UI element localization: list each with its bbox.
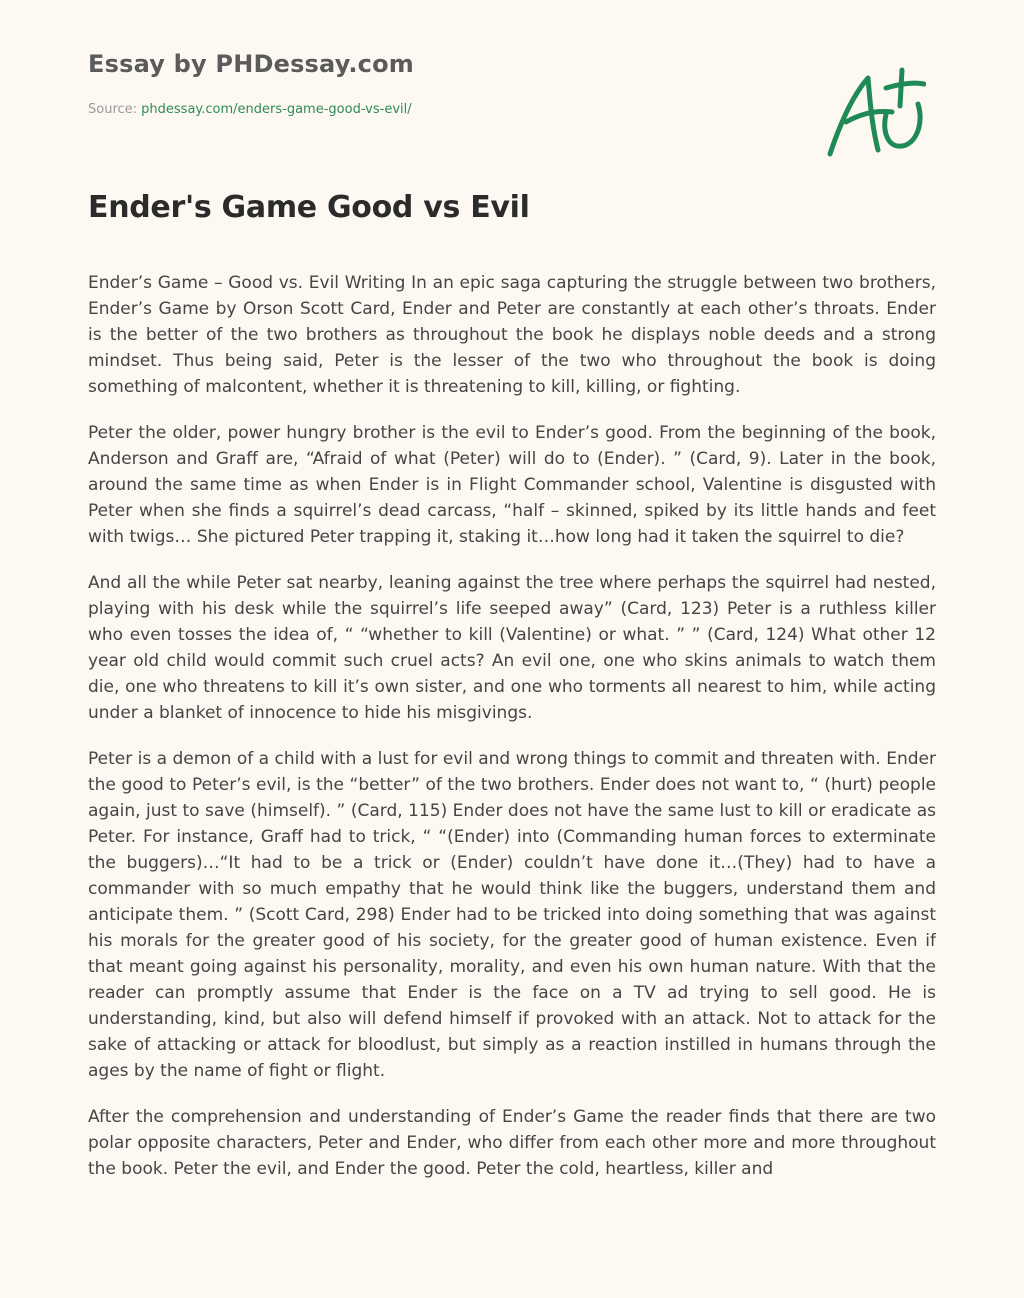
source-label: Source: bbox=[88, 102, 142, 117]
a-plus-grade-icon bbox=[826, 62, 926, 162]
essay-paragraph-4: Peter is a demon of a child with a lust for evil and wrong things to commit and threaten with. Ender the good to Peter’s evil, is the “better” of the two brothers. Ender does not want to, “ (hurt) people again, just to save (himself). ” (Card, 115) Ender does not have the same lust to kill or eradicate as Peter. For instance, Graff had to trick, “ “(Ender) into (Commanding human forces to exterminate the buggers)…“It had to be a trick or (Ender) couldn’t have done it…(They) had to have a commander with so much empathy that he would think like the buggers, understand them and anticipate them. ” (Scott Card, 298) Ender had to be tricked into doing something that was against his morals for the greater good of his society, for the greater good of human existence. Even if that meant going against his personality, morality, and even his own human nature. With that the reader can promptly assume that Ender is the face on a TV ad trying to sell good. He is understanding, kind, but also will defend himself if provoked with an attack. Not to attack for the sake of attacking or attack for bloodlust, but simply as a reaction instilled in humans through the ages by the name of fight or flight. bbox=[88, 749, 936, 1081]
essay-paragraph-2: Peter the older, power hungry brother is the evil to Ender’s good. From the beginning of the book, Anderson and Graff are, “Afraid of what (Peter) will do to (Ender). ” (Card, 9). Later in the book, around the same time as when Ender is in Flight Commander school, Valentine is disgusted with Peter when she finds a squirrel’s dead carcass, “half – skinned, spiked by its little hands and feet with twigs… She pictured Peter trapping it, staking it…how long had it taken the squirrel to die? bbox=[88, 423, 936, 547]
essay-paragraph-5: After the comprehension and understanding of Ender’s Game the reader finds that there are two polar opposite characters, Peter and Ender, who differ from each other more and more throughout the book. Peter the evil, and Ender the good. Peter the cold, heartless, killer and bbox=[88, 1107, 936, 1179]
essay-paragraph-3: And all the while Peter sat nearby, leaning against the tree where perhaps the squirrel had nested, playing with his desk while the squirrel’s life seeped away” (Card, 123) Peter is a ruthless killer who even tosses the idea of, “ “whether to kill (Valentine) or what. ” ” (Card, 124) What other 12 year old child would commit such cruel acts? An evil one, one who skins animals to watch them die, one who threatens to kill it’s own sister, and one who torments all nearest to him, while acting under a blanket of innocence to hide his misgivings. bbox=[88, 573, 936, 723]
essay-title: Ender's Game Good vs Evil bbox=[88, 190, 530, 225]
essay-paragraph-1: Ender’s Game – Good vs. Evil Writing In an epic saga capturing the struggle between two brothers, Ender’s Game by Orson Scott Card, Ender and Peter are constantly at each other’s throats. Ender is the better of the two brothers as throughout the book he displays noble deeds and a strong mindset. Thus being said, Peter is the lesser of the two who throughout the book is doing something of malcontent, whether it is threatening to kill, killing, or fighting. bbox=[88, 273, 936, 397]
source-link[interactable]: phdessay.com/enders-game-good-vs-evil/ bbox=[141, 102, 412, 117]
site-brand: Essay by PHDessay.com bbox=[88, 50, 414, 78]
source-line bbox=[88, 102, 412, 117]
essay-body bbox=[88, 270, 936, 1250]
